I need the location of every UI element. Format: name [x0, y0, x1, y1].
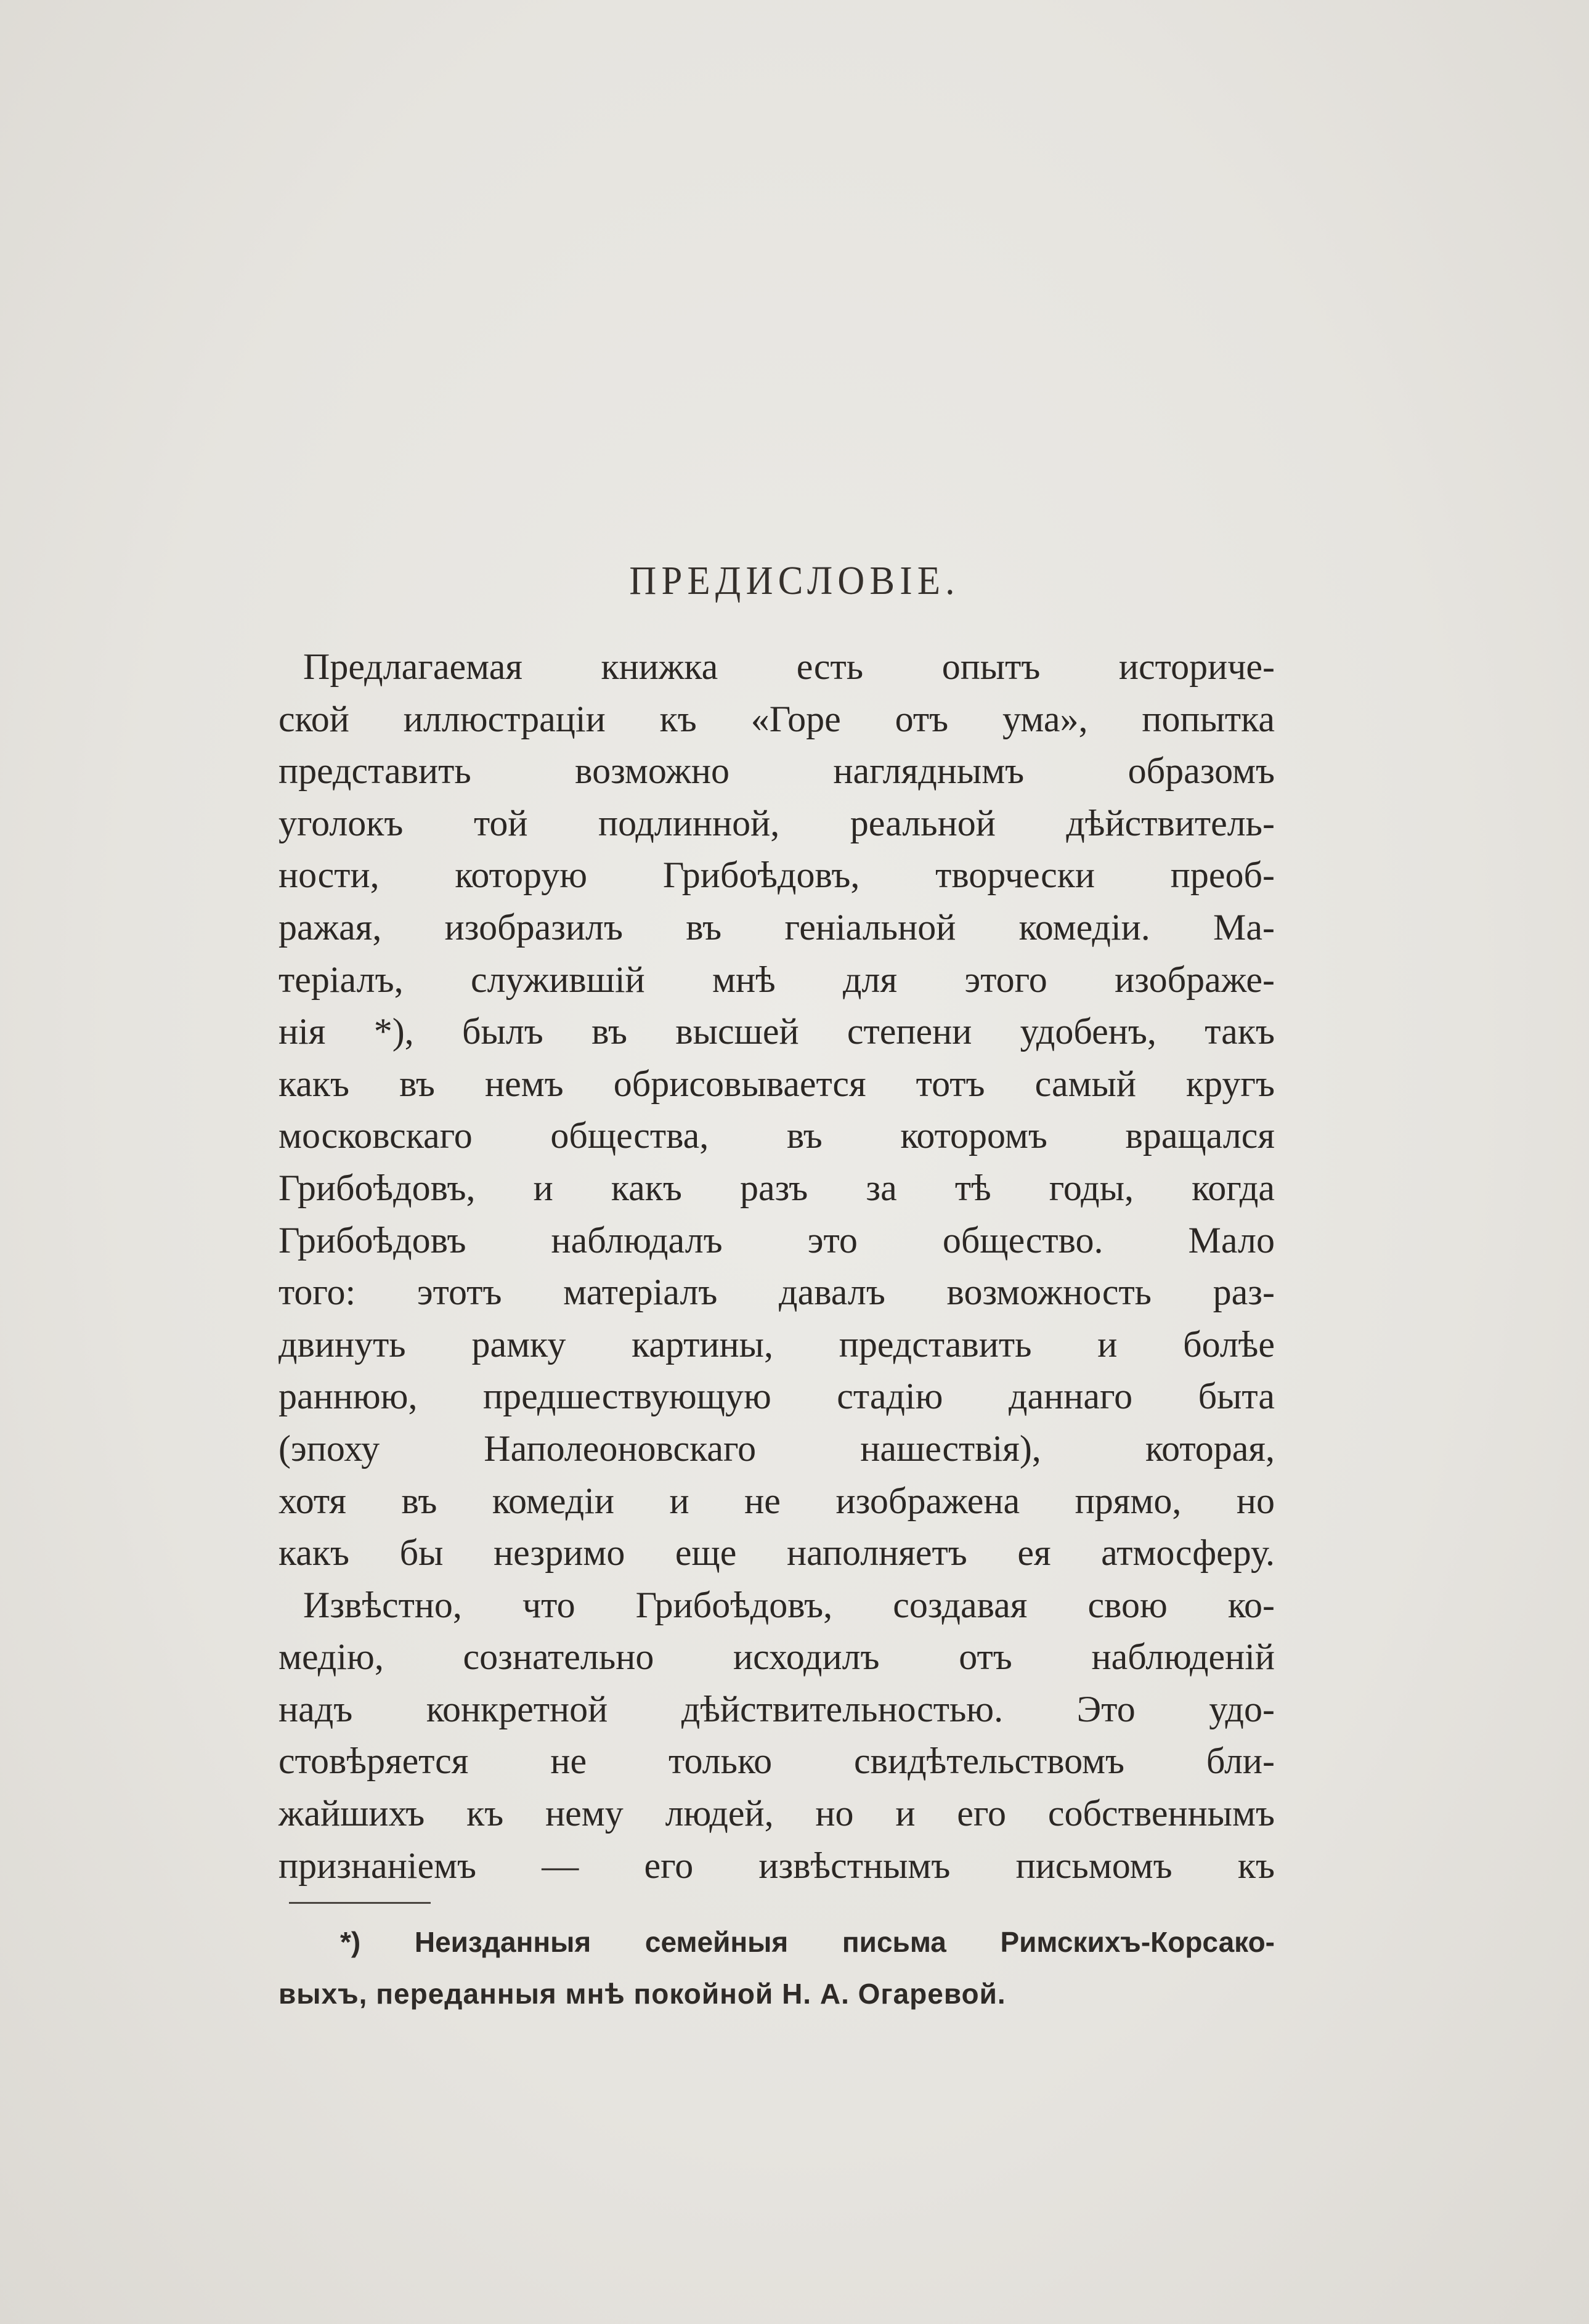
paragraph-line [278, 901, 1275, 954]
line-text: какъ бы незримо еще наполняетъ ея атмосферу. [278, 1532, 1275, 1574]
paragraph-first-line [278, 641, 1275, 693]
footnote-line: выхъ, переданныя мнѣ покойной Н. А. Огаревой. [278, 1978, 1006, 2010]
paragraph-line [278, 1631, 1275, 1683]
paragraph-line [278, 1787, 1275, 1840]
line-text: признаніемъ — его извѣстнымъ письмомъ къ [278, 1845, 1275, 1886]
line-text: стовѣряется не только свидѣтельствомъ бли- [278, 1741, 1275, 1782]
line-text: надъ конкретной дѣйствительностью. Это удо- [278, 1688, 1275, 1729]
paragraph-line [278, 1840, 1275, 1892]
paragraph-line [278, 1110, 1275, 1162]
paragraph-first-line [278, 1579, 1275, 1631]
line-text: уголокъ той подлинной, реальной дѣйствитель- [278, 802, 1275, 843]
paragraph-line [278, 1318, 1275, 1371]
line-text: (эпоху Наполеоновскаго нашествія), которая, [278, 1428, 1275, 1469]
line-text: раннюю, предшествующую стадію даннаго быта [278, 1376, 1275, 1417]
line-text: Грибоѣдовъ наблюдалъ это общество. Мало [278, 1219, 1275, 1261]
paragraph-line [278, 1683, 1275, 1736]
paragraph-line [278, 745, 1275, 797]
paragraph-line [278, 1162, 1275, 1214]
line-text: какъ въ немъ обрисовывается тотъ самый кругъ [278, 1063, 1275, 1104]
paragraph-line [278, 1527, 1275, 1579]
paragraph-line [278, 1475, 1275, 1527]
line-text: Предлагаемая книжка есть опытъ историче- [303, 646, 1275, 687]
paragraph-line [278, 1735, 1275, 1787]
footnote-divider [289, 1902, 431, 1904]
line-text: нія *), былъ въ высшей степени удобенъ, такъ [278, 1011, 1275, 1052]
line-text: представить возможно нагляднымъ образомъ [278, 750, 1275, 792]
paragraph-line [278, 1423, 1275, 1475]
line-text: Грибоѣдовъ, и какъ разъ за тѣ годы, когда [278, 1167, 1275, 1208]
line-text: Извѣстно, что Грибоѣдовъ, создавая свою ко- [303, 1584, 1275, 1625]
line-text: ской иллюстраціи къ «Горе отъ ума», попытка [278, 698, 1275, 739]
line-text: того: этотъ матеріалъ давалъ возможность раз- [278, 1272, 1275, 1313]
line-text: жайшихъ къ нему людей, но и его собственнымъ [278, 1793, 1275, 1834]
line-text: ности, которую Грибоѣдовъ, творчески преоб- [278, 855, 1275, 896]
paragraph-line [278, 1214, 1275, 1267]
line-text: теріалъ, служившій мнѣ для этого изображе- [278, 959, 1275, 1000]
line-text: ражая, изобразилъ въ геніальной комедіи. Ма- [278, 906, 1275, 948]
footnote-line: *) Неизданныя семейныя письма Римскихъ-Корсако- [340, 1926, 1275, 1958]
paragraph-line [278, 849, 1275, 901]
paragraph-line [278, 1006, 1275, 1058]
paragraph-line [278, 954, 1275, 1006]
paragraph-line [278, 1370, 1275, 1423]
footnote [278, 1916, 1275, 2020]
line-text: хотя въ комедіи и не изображена прямо, но [278, 1480, 1275, 1521]
paragraph-line [278, 1058, 1275, 1110]
line-text: московскаго общества, въ которомъ вращался [278, 1115, 1275, 1156]
line-text: медію, сознательно исходилъ отъ наблюденій [278, 1636, 1275, 1678]
page-title: ПРЕДИСЛОВІЕ. [629, 558, 960, 603]
line-text: двинуть рамку картины, представить и болѣе [278, 1323, 1275, 1365]
body-text [278, 641, 1275, 1891]
paragraph-line [278, 797, 1275, 850]
paragraph-line [278, 693, 1275, 746]
paragraph-line [278, 1266, 1275, 1318]
